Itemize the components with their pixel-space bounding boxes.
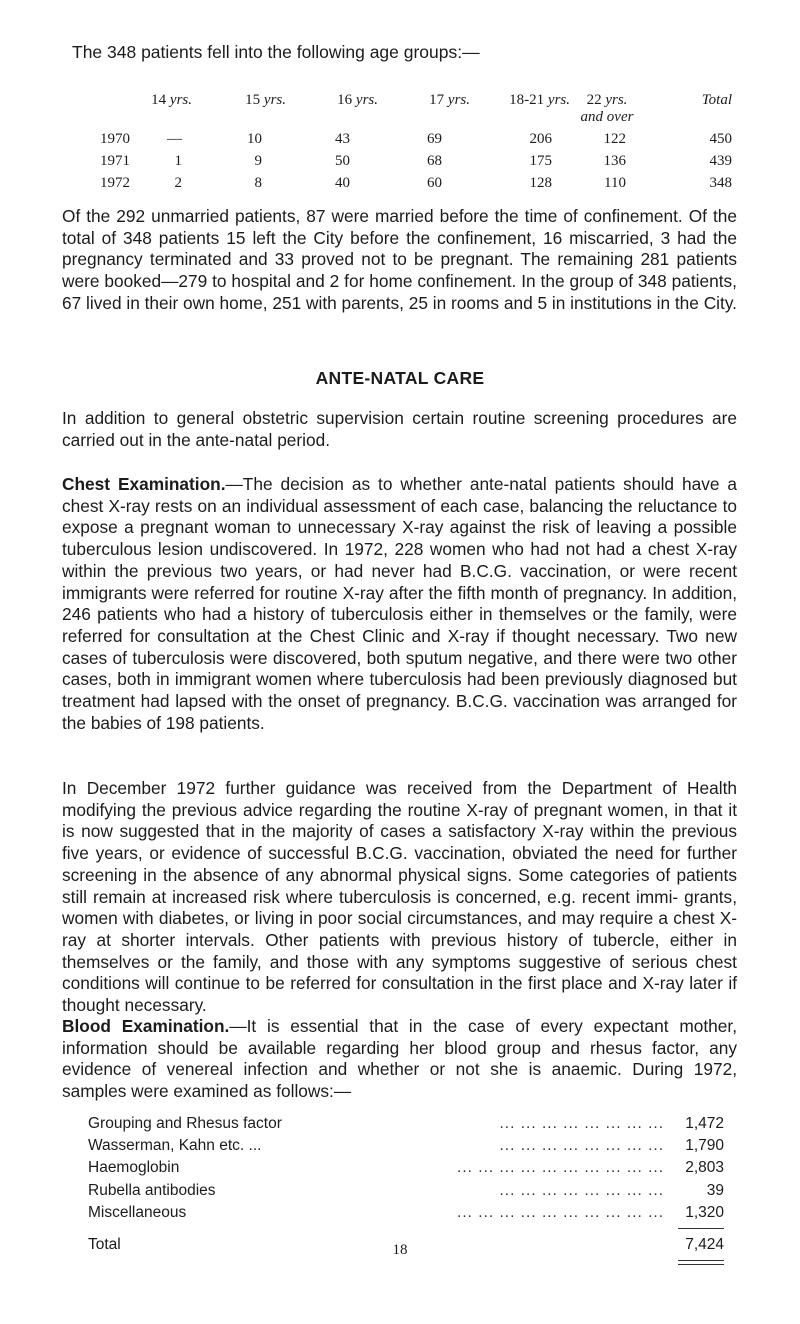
sample-label: Haemoglobin	[88, 1159, 185, 1177]
age-groups-table	[72, 92, 732, 194]
leader-dots: ... ... ... ... ... ... ... ...	[499, 1181, 664, 1199]
sample-label: Rubella antibodies	[88, 1182, 222, 1200]
section-heading: ANTE-NATAL CARE	[315, 368, 485, 388]
sample-value: 1,790	[685, 1137, 724, 1155]
year-cell: 1970	[100, 130, 130, 147]
table-row	[72, 150, 732, 172]
sample-value: 1,472	[685, 1115, 724, 1132]
blood-examination-title: Blood Examination.	[62, 1016, 230, 1036]
intro-text: The 348 patients fell into the following age groups:—	[72, 42, 480, 62]
table-cell: 69	[427, 130, 442, 147]
table-cell: 60	[427, 174, 442, 191]
paragraph-chest-examination	[62, 474, 737, 734]
double-rule	[678, 1260, 724, 1265]
paragraph-screening: In addition to general obstetric supervision certain routine screening procedures are carried out in the ante-natal period.	[62, 408, 737, 450]
table-cell: 68	[427, 152, 442, 169]
table-cell: 50	[335, 152, 350, 169]
table-cell: 348	[709, 174, 732, 191]
table-cell: 439	[709, 152, 732, 169]
table-cell: 110	[604, 174, 626, 191]
table-header-row	[72, 92, 732, 128]
header-col: 18-21 yrs.	[509, 92, 570, 108]
table-cell: 450	[709, 130, 732, 147]
header-year	[72, 92, 134, 128]
header-col: 22 yrs. and over	[580, 92, 634, 125]
blood-examination-text: —It is essential that in the case of every expectant mother, information should be available regarding her blood group and rhesus factor, any evidence of venereal infection and whether or not she is anaemic. During 1972, samples were examined as follows:—	[62, 1016, 737, 1102]
chest-examination-text: —The decision as to whether ante-natal patients should have a chest X-ray rests on an individual assessment of each case, balancing the reluctance to expose a pregnant woman to unnecessary X-ray against the risk of leaving a possible tuberculous lesion undiscovered. In 1972, 228 women who had not had a chest X-ray within the previous two years, or had never had B.C.G. vaccination, or were recent immigrants were referred for routine X-ray after the fifth month of pregnancy. In addition, 246 patients who had a history of tuberculosis either in themselves or the family, were referred for consultation at the Chest Clinic and X-ray if thought necessary. Two new cases of tuberculosis were discovered, both sputum negative, and there were two other cases, both in immigrant women where tuberculosis had been previously diagnosed but treatment had lapsed with the onset of pregnancy. B.C.G. vaccination was arranged for the babies of 198 patients.	[62, 474, 737, 733]
sample-value: 1,320	[685, 1203, 724, 1221]
table-cell: 175	[529, 152, 552, 169]
table-cell: 43	[335, 130, 350, 147]
year-cell: 1971	[100, 152, 130, 169]
sum-rule	[678, 1228, 724, 1229]
list-item	[88, 1115, 724, 1137]
table-cell: 9	[254, 152, 262, 169]
header-col: Total	[701, 92, 732, 108]
table-cell: 122	[603, 130, 626, 147]
list-item	[88, 1204, 724, 1226]
total-value: 7,424	[685, 1235, 724, 1253]
header-col: 17 yrs.	[429, 92, 470, 108]
table-cell: 2	[174, 174, 182, 191]
sample-value: 39	[706, 1181, 724, 1199]
header-col: 14 yrs.	[151, 92, 192, 108]
sum-rule-wrapper	[88, 1226, 724, 1230]
table-cell: 136	[603, 152, 626, 169]
list-item	[88, 1182, 724, 1204]
table-row	[72, 128, 732, 150]
table-cell: 128	[529, 174, 552, 191]
table-cell: 10	[247, 130, 262, 147]
list-item	[88, 1159, 724, 1181]
table-cell: 206	[529, 130, 552, 147]
list-item	[88, 1137, 724, 1159]
sample-label: Wasserman, Kahn etc. ...	[88, 1137, 267, 1155]
leader-dots: ... ... ... ... ... ... ... ... ... ...	[457, 1159, 664, 1177]
header-col: 15 yrs.	[245, 92, 286, 108]
sample-value: 2,803	[685, 1159, 724, 1177]
table-row	[72, 172, 732, 194]
chest-examination-title: Chest Examination.	[62, 474, 226, 494]
table-cell: 1	[174, 152, 182, 169]
paragraph-blood-examination	[62, 1016, 737, 1103]
table-cell: 40	[335, 174, 350, 191]
year-cell: 1972	[100, 174, 130, 191]
table-cell: —	[167, 130, 182, 147]
page-number: 18	[392, 1242, 408, 1258]
paragraph-unmarried: Of the 292 unmarried patients, 87 were married before the time of confinement. Of the total of 348 patients 15 left the City before the confinement, 16 miscarried, 3 had the pregnancy terminated and 33 proved not to be pregnant. The remaining 281 patients were booked—279 to hospital and 2 for home confinement. In the group of 348 patients, 67 lived in their own home, 251 with parents, 25 in rooms and 5 in institutions in the City.	[62, 206, 737, 313]
leader-dots: ... ... ... ... ... ... ... ...	[499, 1115, 664, 1132]
leader-dots: ... ... ... ... ... ... ... ...	[499, 1137, 664, 1155]
header-col: 16 yrs.	[337, 92, 378, 108]
double-rule-wrapper	[88, 1260, 724, 1266]
sample-label: Grouping and Rhesus factor	[88, 1115, 288, 1133]
table-cell: 8	[254, 174, 262, 191]
total-label: Total	[88, 1235, 121, 1253]
sample-label: Miscellaneous	[88, 1204, 192, 1222]
leader-dots: ... ... ... ... ... ... ... ... ... ...	[457, 1203, 664, 1221]
paragraph-december-guidance: In December 1972 further guidance was received from the Department of Health modifying the previous advice regarding the routine X-ray of pregnant women, in that it is now suggested that in the majority of cases a satisfactory X-ray within the previous five years, or evidence of successful B.C.G. vaccination, obviated the need for further screening in the absence of any abnormal physical signs. Some categories of patients still remain at increased risk where tuberculosis is concerned, e.g. recent immi- grants, women with diabetes, or living in poor social circumstances, and may require a chest X-ray at shorter intervals. Other patients with previous history of tubercle, either in themselves or the family, and those with any symptoms suggestive of serious chest conditions will continue to be referred for consultation in the first place and X-ray later if thought necessary.	[62, 778, 737, 1016]
